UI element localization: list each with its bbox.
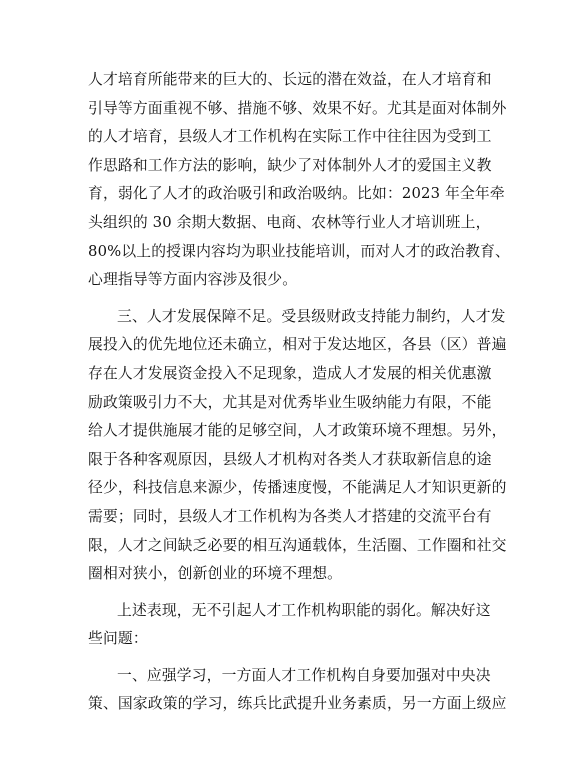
text-line: 的人才培育，县级人才工作机构在实际工作中往往因为受到工 xyxy=(88,128,492,146)
text-line: 心理指导等方面内容涉及很少。 xyxy=(88,271,298,289)
paragraph-talent-development-support xyxy=(88,303,507,589)
paragraph-strengthen-learning xyxy=(88,662,507,719)
text-line: 展投入的优先地位还未确立，相对于发达地区，各县（区）普遍 xyxy=(88,336,507,354)
text-line: 80%以上的授课内容均为职业技能培训，而对人才的政治教育、 xyxy=(88,242,510,260)
text-line: 励政策吸引力不大，尤其是对优秀毕业生吸纳能力有限，不能 xyxy=(88,393,492,411)
text-line: 些问题： xyxy=(88,630,148,648)
text-line: 需要；同时，县级人才工作机构为各类人才搭建的交流平台有 xyxy=(88,507,492,525)
text-line: 一、应强学习，一方面人才工作机构自身要加强对中央决 xyxy=(117,666,491,684)
paragraph-spacer xyxy=(88,295,504,303)
text-line: 限于各种客观原因，县级人才机构对各类人才获取新信息的途 xyxy=(88,450,492,468)
text-line: 引导等方面重视不够、措施不够、效果不好。尤其是面对体制外 xyxy=(88,99,507,117)
paragraph-summary xyxy=(88,597,504,654)
text-line: 限，人才之间缺乏必要的相互沟通载体，生活圈、工作圈和社交 xyxy=(88,536,507,554)
text-line: 上述表现，无不引起人才工作机构职能的弱化。解决好这 xyxy=(117,601,491,619)
paragraph-spacer xyxy=(88,589,504,597)
text-line: 存在人才发展资金投入不足现象，造成人才发展的相关优惠激 xyxy=(88,364,492,382)
text-line: 头组织的 30 余期大数据、电商、农林等行业人才培训班上， xyxy=(88,213,491,231)
text-line: 径少，科技信息来源少，传播速度慢，不能满足人才知识更新的 xyxy=(88,479,507,497)
text-line: 育，弱化了人才的政治吸引和政治吸纳。比如：2023 年全年牵 xyxy=(88,185,505,203)
paragraph-talent-cultivation xyxy=(88,66,510,295)
text-line: 给人才提供施展才能的足够空间，人才政策环境不理想。另外， xyxy=(88,422,507,440)
text-line: 三、人才发展保障不足。受县级财政支持能力制约，人才发 xyxy=(117,307,506,325)
text-line: 作思路和工作方法的影响，缺少了对体制外人才的爱国主义教 xyxy=(88,156,492,174)
document-body xyxy=(88,66,510,719)
paragraph-spacer xyxy=(88,654,504,662)
text-line: 策、国家政策的学习，练兵比武提升业务素质，另一方面上级应 xyxy=(88,695,507,713)
text-line: 圈相对狭小，创新创业的环境不理想。 xyxy=(88,565,343,583)
text-line: 人才培育所能带来的巨大的、长远的潜在效益，在人才培育和 xyxy=(88,71,492,88)
